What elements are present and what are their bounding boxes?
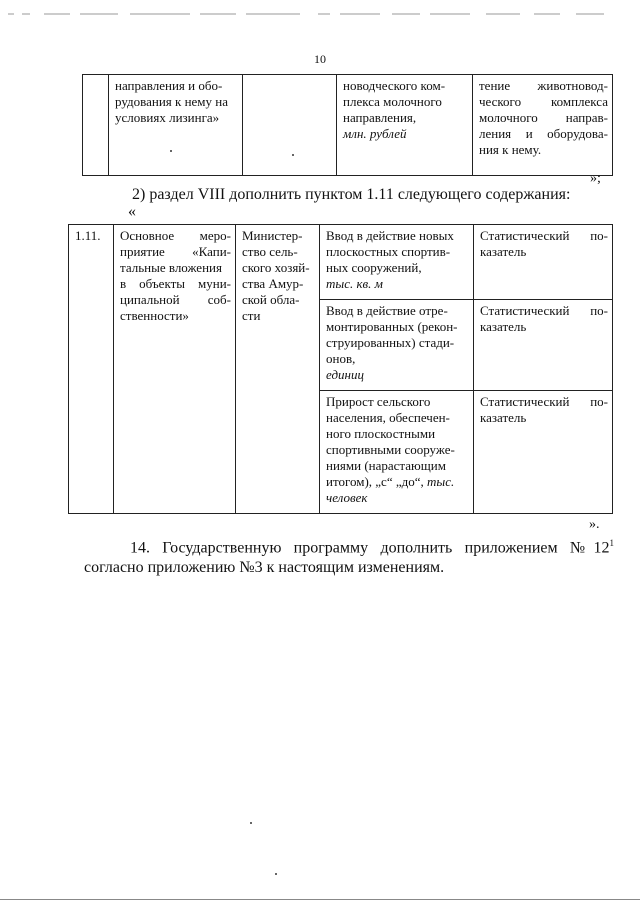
table-cell-type — [474, 225, 613, 300]
cell-line: ниями (нарастающим — [326, 458, 446, 473]
unit-label: тыс. кв. м — [326, 276, 383, 291]
cell-line: направления и обо- — [115, 78, 223, 93]
scan-edge-bottom — [0, 899, 640, 900]
cell-line: ческого комплекса — [479, 94, 608, 109]
cell-line: Статистический по- — [480, 303, 608, 318]
cell-line: направления, — [343, 110, 417, 125]
table-cell-description — [473, 75, 613, 176]
scan-speck — [292, 154, 294, 156]
cell-line: ской обла- — [242, 292, 300, 307]
cell-line: ных сооружений, — [326, 260, 422, 275]
cell-line: новодческого ком- — [343, 78, 446, 93]
cell-line: рудования к нему на — [115, 94, 229, 109]
page-number: 10 — [314, 52, 326, 66]
cell-line: приятие «Капи- — [120, 244, 231, 259]
cell-line: ципальной соб- — [120, 292, 231, 307]
closing-quote-2: ». — [589, 517, 600, 532]
unit-label: человек — [326, 490, 368, 505]
cell-line: Статистический по- — [480, 228, 608, 243]
table-main — [68, 224, 613, 514]
scan-speck — [170, 150, 172, 152]
cell-line: плоскостных спортив- — [326, 244, 451, 259]
closing-quote-1: »; — [590, 171, 601, 186]
cell-line: ного плоскостными — [326, 426, 436, 441]
table-cell-indicator — [320, 225, 474, 300]
scan-speck — [275, 873, 277, 875]
cell-line: плекса молочного — [343, 94, 442, 109]
table-row — [83, 75, 613, 176]
cell-text: итогом), „с“ „до“, — [326, 474, 424, 489]
cell-line: онов, — [326, 351, 356, 366]
cell-line: ского хозяй- — [242, 260, 310, 275]
cell-line: ственности» — [120, 308, 189, 323]
unit-label: млн. рублей — [343, 126, 407, 141]
table-cell-indicator — [337, 75, 473, 176]
cell-line: ления и оборудова- — [479, 126, 608, 141]
cell-line: Прирост сельского — [326, 394, 431, 409]
paragraph-item-2: 2) раздел VIII дополнить пунктом 1.11 следующего содержания: — [132, 186, 571, 203]
superscript: 1 — [609, 538, 614, 548]
cell-line: казатель — [480, 244, 527, 259]
unit-label: тыс. — [427, 474, 455, 489]
scan-noise-top — [0, 10, 640, 18]
table-cell-number: 1.11. — [69, 225, 114, 514]
table-cell-executor — [243, 75, 337, 176]
cell-line: тальные вложения — [120, 260, 222, 275]
cell-line: молочного направ- — [479, 110, 608, 125]
cell-line: населения, обеспечен- — [326, 410, 450, 425]
table-cell-type — [474, 391, 613, 514]
table-cell-event — [109, 75, 243, 176]
cell-line: Ввод в действие отре- — [326, 303, 448, 318]
table-cell-type — [474, 300, 613, 391]
paragraph-item-14 — [84, 533, 614, 578]
table-cell-executor — [236, 225, 320, 514]
cell-line: монтированных (рекон- — [326, 319, 458, 334]
cell-line: ния к нему. — [479, 142, 542, 157]
cell-line: струированных) стади- — [326, 335, 455, 350]
cell-line: ства Амур- — [242, 276, 304, 291]
table-cell-event — [114, 225, 236, 514]
cell-line: Основное меро- — [120, 228, 231, 243]
cell-line: условиях лизинга» — [115, 110, 220, 125]
scan-speck — [250, 822, 252, 824]
cell-line: в объекты муни- — [120, 276, 231, 291]
opening-quote: « — [128, 203, 136, 220]
cell-line: казатель — [480, 410, 527, 425]
table-row — [69, 225, 613, 300]
table-cell-number — [83, 75, 109, 176]
item-14-text: 14. Государственную программу дополнить приложением №12 — [130, 539, 610, 557]
cell-line: тение животновод- — [479, 78, 608, 93]
cell-line: сти — [242, 308, 261, 323]
cell-line — [326, 474, 469, 490]
table-continuation — [82, 74, 613, 176]
cell-line: ство сель- — [242, 244, 298, 259]
cell-line: Министер- — [242, 228, 303, 243]
cell-line: Ввод в действие новых — [326, 228, 454, 243]
table-cell-indicator — [320, 300, 474, 391]
unit-label: единиц — [326, 367, 364, 382]
cell-line: казатель — [480, 319, 527, 334]
cell-line: спортивными сооруже- — [326, 442, 455, 457]
item-14-text-end: согласно приложению №3 к настоящим изменениям. — [84, 559, 445, 577]
table-cell-indicator — [320, 391, 474, 514]
cell-line: Статистический по- — [480, 394, 608, 409]
